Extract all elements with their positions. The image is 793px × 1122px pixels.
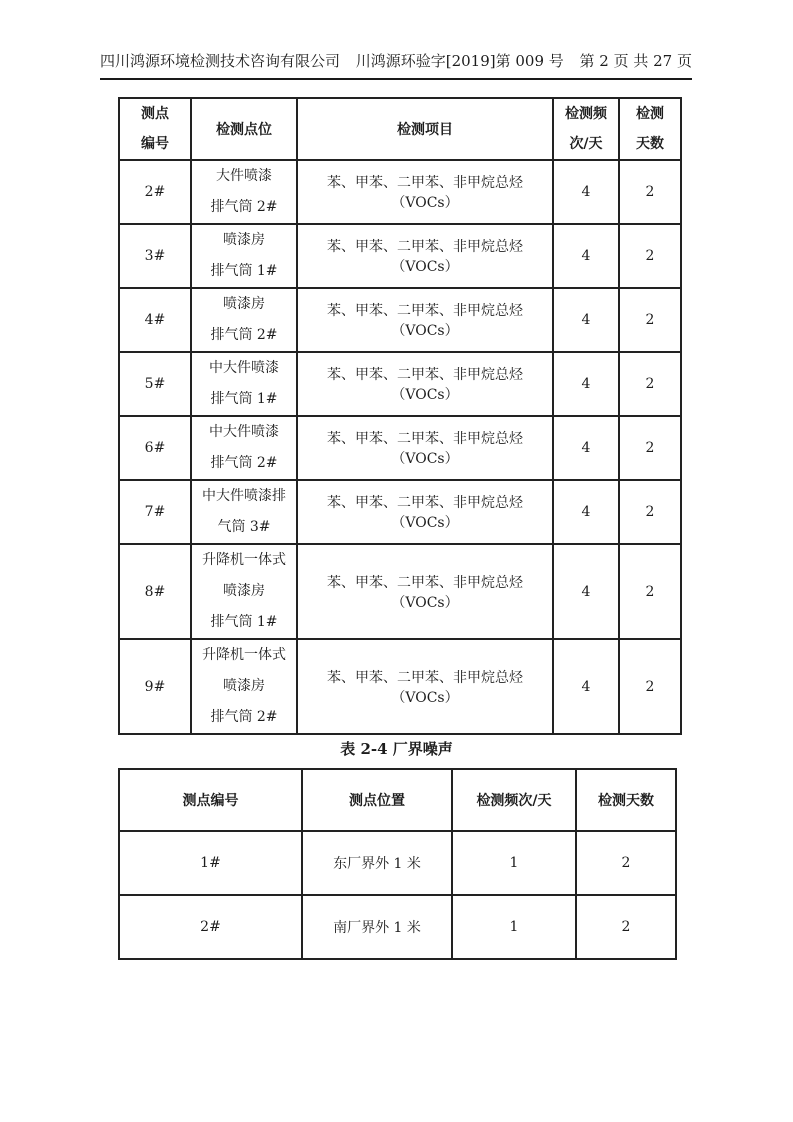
items-cell: 苯、甲苯、二甲苯、非甲烷总烃（VOCs）: [297, 480, 553, 544]
items-cell: 苯、甲苯、二甲苯、非甲烷总烃（VOCs）: [297, 544, 553, 639]
point-id-cell: 5#: [119, 352, 191, 416]
days-cell: 2: [619, 544, 681, 639]
days-cell: 2: [619, 224, 681, 288]
items-cell: 苯、甲苯、二甲苯、非甲烷总烃（VOCs）: [297, 224, 553, 288]
table-row: [119, 160, 681, 224]
table-row: [119, 288, 681, 352]
frequency-cell: 4: [553, 352, 619, 416]
items-cell: 苯、甲苯、二甲苯、非甲烷总烃（VOCs）: [297, 639, 553, 734]
page-header: [100, 50, 692, 80]
frequency-cell: 4: [553, 480, 619, 544]
point-id-cell: 6#: [119, 416, 191, 480]
table-row: [119, 224, 681, 288]
location-cell: 东厂界外 1 米: [302, 831, 452, 895]
header-location: 检测点位: [191, 98, 297, 160]
document-number: 川鸿源环验字[2019]第 009 号: [355, 52, 564, 70]
company-name: 四川鸿源环境检测技术咨询有限公司: [100, 52, 341, 70]
location-cell: 升降机一体式 喷漆房 排气筒 1#: [191, 544, 297, 639]
header-frequency: 检测频 次/天: [553, 98, 619, 160]
point-id-cell: 1#: [119, 831, 302, 895]
table-row: [119, 352, 681, 416]
frequency-cell: 1: [452, 831, 576, 895]
location-cell: 中大件喷漆 排气筒 1#: [191, 352, 297, 416]
page-number: 第 2 页 共 27 页: [579, 52, 692, 70]
location-cell: 大件喷漆 排气筒 2#: [191, 160, 297, 224]
point-id-cell: 2#: [119, 895, 302, 959]
location-cell: 中大件喷漆排 气筒 3#: [191, 480, 297, 544]
location-cell: 喷漆房 排气筒 1#: [191, 224, 297, 288]
frequency-cell: 4: [553, 160, 619, 224]
point-id-cell: 8#: [119, 544, 191, 639]
noise-table-title: 表 2-4 厂界噪声: [340, 740, 453, 758]
table-row: [119, 544, 681, 639]
days-cell: 2: [619, 288, 681, 352]
location-cell: 升降机一体式 喷漆房 排气筒 2#: [191, 639, 297, 734]
table-header-row: [119, 98, 681, 160]
items-cell: 苯、甲苯、二甲苯、非甲烷总烃（VOCs）: [297, 352, 553, 416]
table-header-row: [119, 769, 676, 831]
location-cell: 喷漆房 排气筒 2#: [191, 288, 297, 352]
items-cell: 苯、甲苯、二甲苯、非甲烷总烃（VOCs）: [297, 160, 553, 224]
monitoring-points-table: [118, 97, 682, 735]
header-days: 检测天数: [576, 769, 676, 831]
days-cell: 2: [619, 160, 681, 224]
days-cell: 2: [619, 352, 681, 416]
point-id-cell: 7#: [119, 480, 191, 544]
days-cell: 2: [619, 480, 681, 544]
point-id-cell: 9#: [119, 639, 191, 734]
point-id-cell: 2#: [119, 160, 191, 224]
point-id-cell: 3#: [119, 224, 191, 288]
table-row: [119, 831, 676, 895]
header-items: 检测项目: [297, 98, 553, 160]
days-cell: 2: [576, 895, 676, 959]
frequency-cell: 4: [553, 224, 619, 288]
header-days: 检测 天数: [619, 98, 681, 160]
table-row: [119, 895, 676, 959]
factory-boundary-noise-table: [118, 768, 677, 960]
header-frequency: 检测频次/天: [452, 769, 576, 831]
location-cell: 南厂界外 1 米: [302, 895, 452, 959]
frequency-cell: 4: [553, 416, 619, 480]
frequency-cell: 4: [553, 288, 619, 352]
items-cell: 苯、甲苯、二甲苯、非甲烷总烃（VOCs）: [297, 416, 553, 480]
table-row: [119, 639, 681, 734]
days-cell: 2: [576, 831, 676, 895]
point-id-cell: 4#: [119, 288, 191, 352]
days-cell: 2: [619, 416, 681, 480]
frequency-cell: 4: [553, 639, 619, 734]
header-location: 测点位置: [302, 769, 452, 831]
header-point-id: 测点 编号: [119, 98, 191, 160]
frequency-cell: 1: [452, 895, 576, 959]
days-cell: 2: [619, 639, 681, 734]
table-row: [119, 480, 681, 544]
location-cell: 中大件喷漆 排气筒 2#: [191, 416, 297, 480]
items-cell: 苯、甲苯、二甲苯、非甲烷总烃（VOCs）: [297, 288, 553, 352]
header-point-id: 测点编号: [119, 769, 302, 831]
frequency-cell: 4: [553, 544, 619, 639]
table-row: [119, 416, 681, 480]
